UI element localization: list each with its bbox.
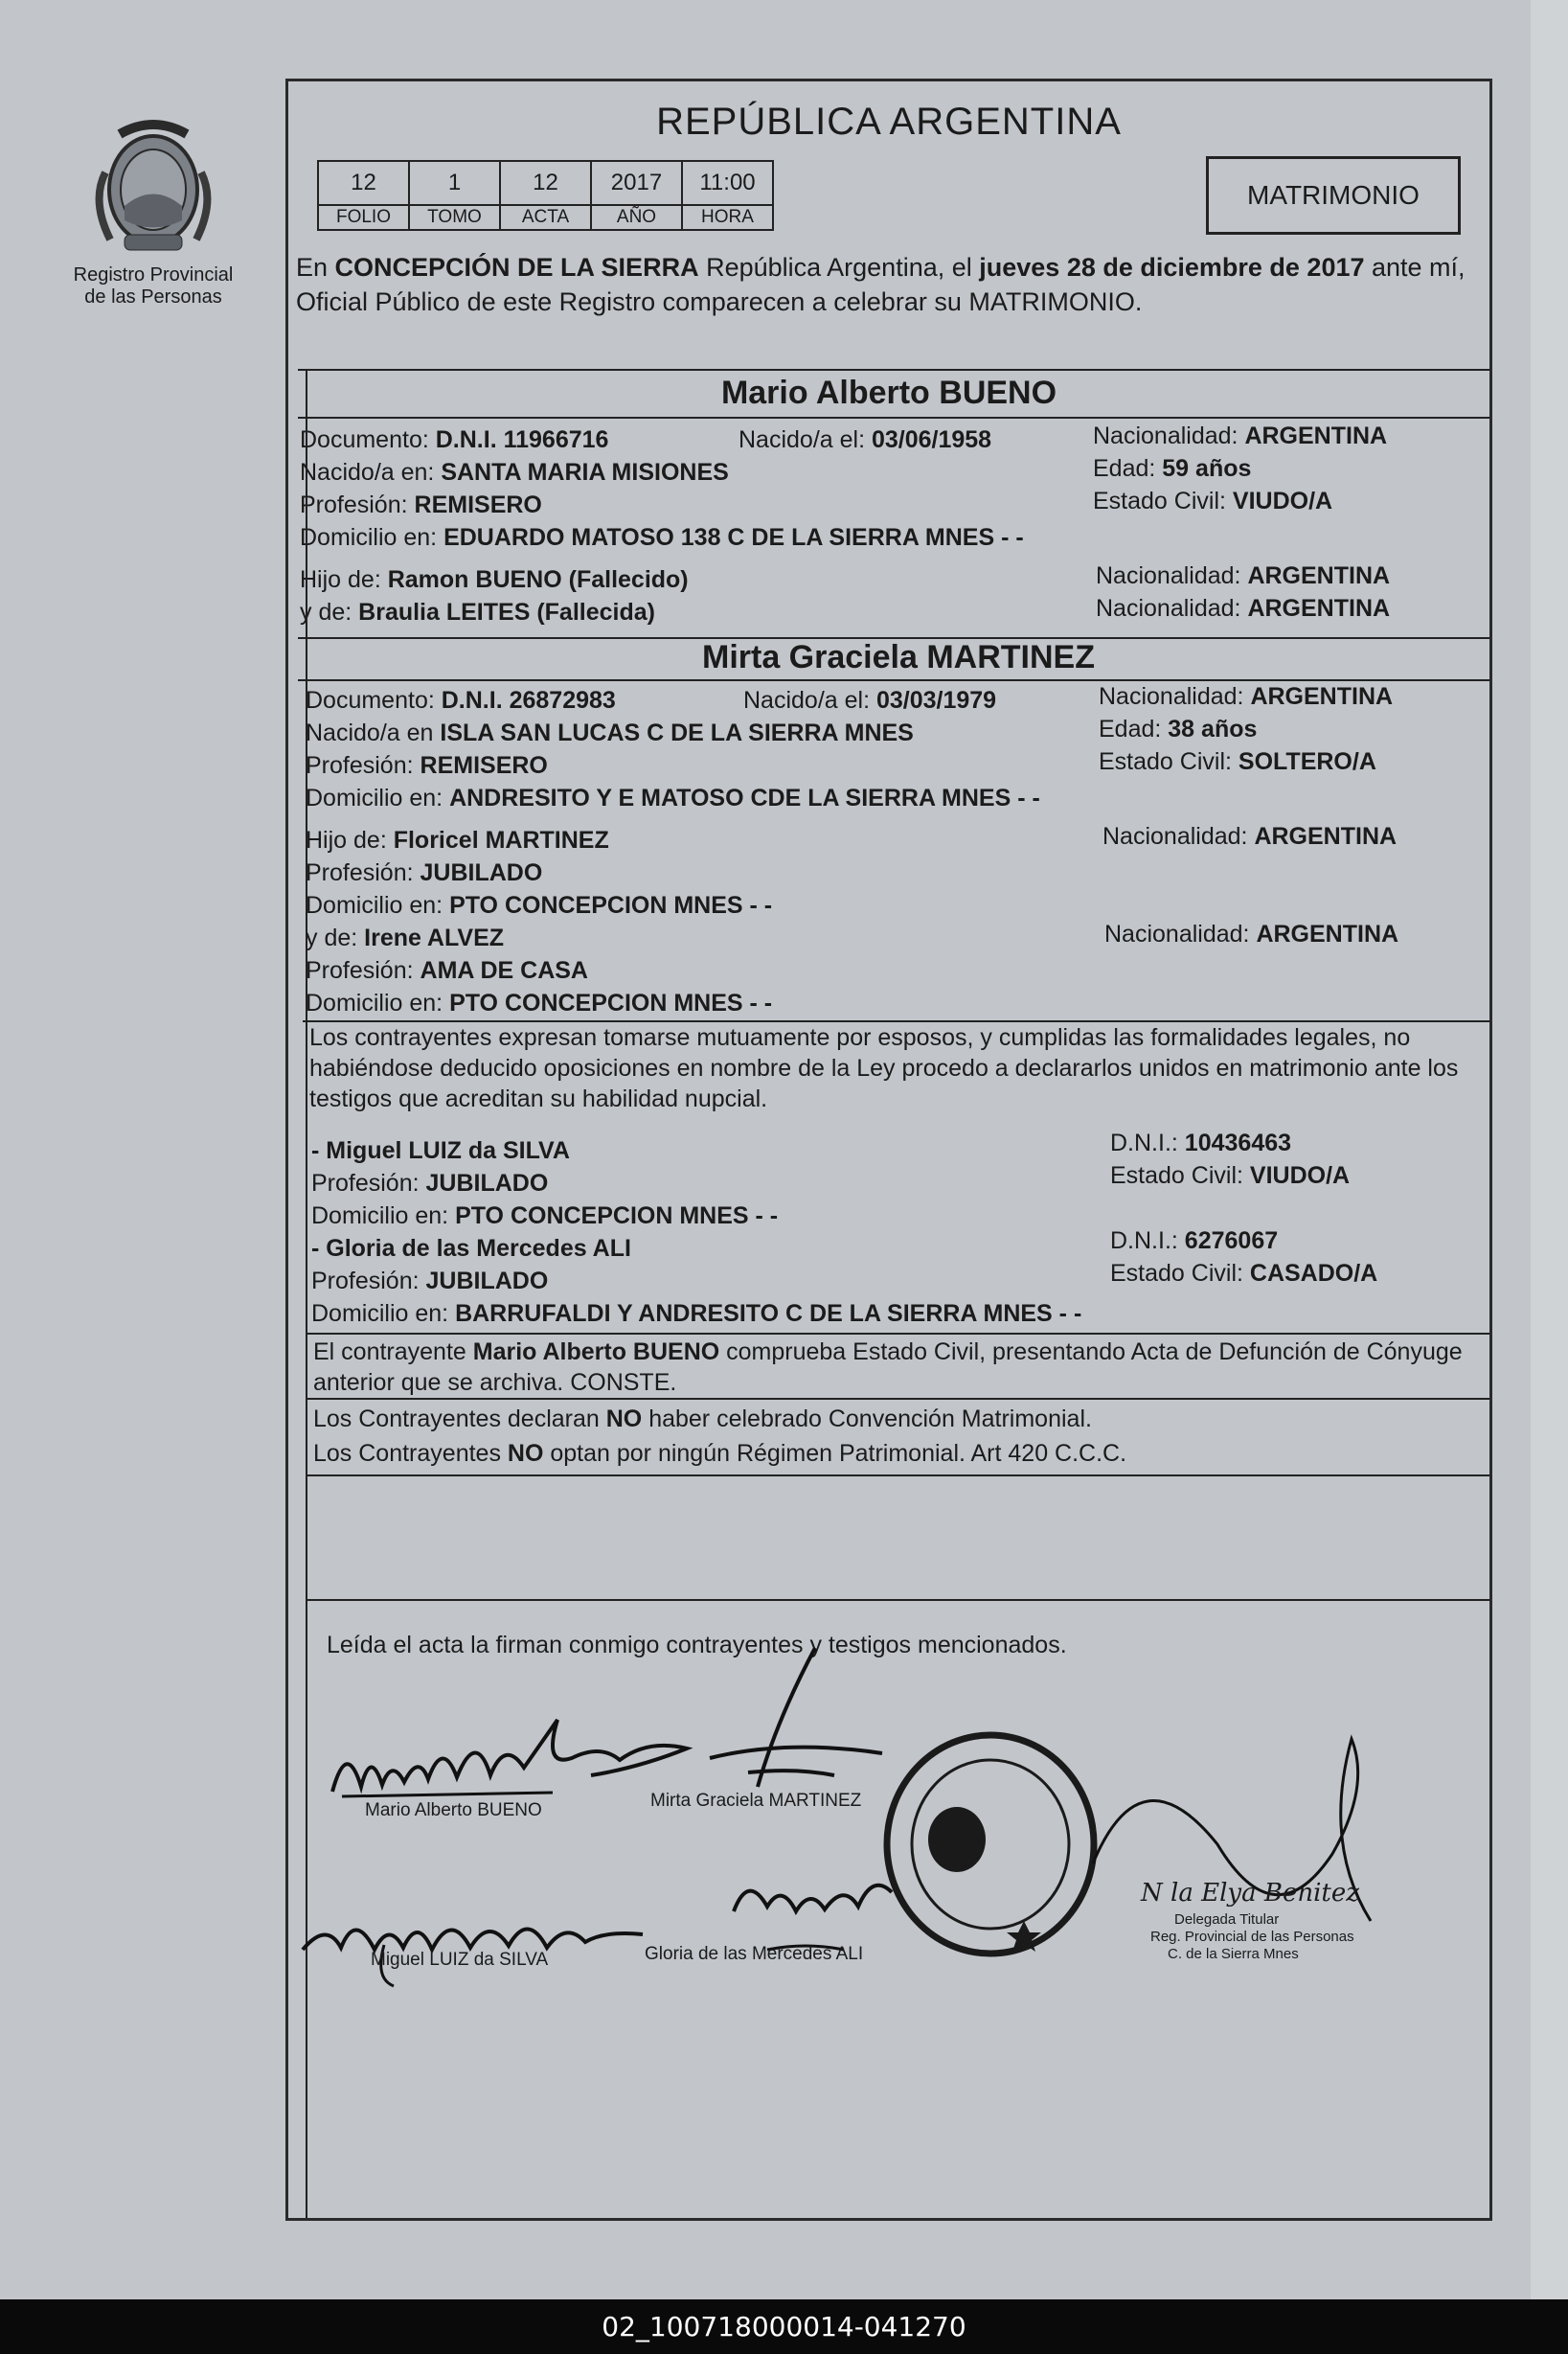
spouse2-father-profession [306, 857, 542, 888]
witness2-civil: CASADO/A [1249, 1260, 1378, 1287]
spouse2-doc_label: Documento: [306, 687, 442, 714]
spouse2-nationality [1099, 681, 1393, 712]
spouse2-mother_label: y de: [306, 925, 365, 951]
coat-of-arms-icon [81, 115, 225, 259]
tomo-label: TOMO [409, 205, 500, 230]
spouse1-mother [300, 597, 655, 628]
divider [306, 1474, 1489, 1476]
spouse2-dom_label: Domicilio en: [306, 785, 450, 811]
witness1-civil: VIUDO/A [1249, 1162, 1351, 1189]
hora-label: HORA [682, 205, 773, 230]
witness1-profession [311, 1168, 548, 1199]
anio-label: AÑO [591, 205, 682, 230]
spouse2-civil: SOLTERO/A [1238, 748, 1376, 775]
provincial-emblem [57, 115, 249, 309]
spouse2-mother-profession [306, 955, 588, 986]
spouse1-father: Ramon BUENO (Fallecido) [387, 566, 689, 593]
spouse2-profession [306, 750, 548, 781]
spouse2-birthplace [306, 718, 914, 748]
page-edge [1531, 0, 1568, 2299]
spouse1-father-nationality [1096, 560, 1390, 591]
signature-spouse2 [691, 1643, 901, 1806]
spouse2-father: Floricel MARTINEZ [393, 827, 609, 854]
divider [306, 1398, 1489, 1400]
witness2-prof_label: Profesión: [311, 1268, 426, 1294]
spouse2-mother_dom_label: Domicilio en: [306, 990, 450, 1017]
spouse1-profession [300, 490, 542, 520]
witness1-name: - Miguel LUIZ da SILVA [311, 1137, 570, 1164]
folio-label: FOLIO [318, 205, 409, 230]
spouse1-address [300, 522, 1024, 553]
spouse1-dom: EDUARDO MATOSO 138 C DE LA SIERRA MNES - - [443, 524, 1024, 551]
spouse2-father_nat: ARGENTINA [1254, 823, 1398, 850]
spouse2-nat: ARGENTINA [1250, 683, 1394, 710]
spouse2-mother-address [306, 988, 772, 1018]
country-title: REPÚBLICA ARGENTINA [656, 101, 1122, 143]
anio-value: 2017 [591, 161, 682, 205]
spouse2-mother_prof: AMA DE CASA [420, 957, 588, 984]
official-title-1: Delegada Titular [1174, 1911, 1280, 1928]
act-reference-table [317, 160, 774, 231]
spouse2-prof: REMISERO [420, 752, 548, 779]
witness2-dom_label: Domicilio en: [311, 1300, 456, 1327]
spouse1-age_label: Edad: [1093, 455, 1163, 482]
spouse2-age [1099, 714, 1257, 744]
spouse1-nat_label: Nacionalidad: [1093, 423, 1245, 449]
official-seal-icon [880, 1729, 1101, 1959]
spouse2-mother-nationality [1104, 919, 1398, 949]
spouse1-birthdate [739, 424, 991, 455]
spouse1-civil-status [1093, 486, 1332, 516]
spouse1-age [1093, 453, 1251, 484]
spouse1-mother_nat_label: Nacionalidad: [1096, 595, 1248, 622]
acta-label: ACTA [500, 205, 591, 230]
note-p1: El contrayente [313, 1338, 473, 1365]
witness2-name: - Gloria de las Mercedes ALI [311, 1235, 631, 1262]
regime-l2a: Los Contrayentes [313, 1440, 508, 1467]
spouse2-civil_label: Estado Civil: [1099, 748, 1238, 775]
spouse2-dom: ANDRESITO Y E MATOSO CDE LA SIERRA MNES - - [449, 785, 1040, 811]
spouse1-father_nat_label: Nacionalidad: [1096, 562, 1248, 589]
spouse2-father_prof: JUBILADO [420, 859, 543, 886]
spouse1-age: 59 años [1162, 455, 1252, 482]
witness1-dni [1110, 1128, 1291, 1158]
witness1-civil-status [1110, 1160, 1350, 1191]
registry-name-line2: de las Personas [84, 286, 222, 308]
spouse1-place: SANTA MARIA MISIONES [441, 459, 729, 486]
witness2-dni: 6276067 [1184, 1227, 1279, 1254]
spouse1-mother_nat: ARGENTINA [1247, 595, 1391, 622]
spouse1-doc: D.N.I. 11966716 [435, 426, 609, 453]
spouse2-father_dom_label: Domicilio en: [306, 892, 450, 919]
regime-l1a: Los Contrayentes declaran [313, 1406, 606, 1432]
caption-witness2: Gloria de las Mercedes ALI [645, 1944, 864, 1964]
document-code: 02_100718000014-041270 [0, 2299, 1568, 2354]
witness1-dni_label: D.N.I.: [1110, 1130, 1185, 1156]
spouse1-doc_label: Documento: [300, 426, 436, 453]
spouse2-born_label: Nacido/a el: [743, 687, 876, 714]
witness2-prof: JUBILADO [425, 1268, 549, 1294]
spouse1-mother: Braulia LEITES (Fallecida) [358, 599, 655, 626]
declaration-paragraph: Los contrayentes expresan tomarse mutuamente por esposos, y cumplidas las formalidades legales, no habiéndose deducido oposiciones en nombre de la Ley procedo a declararlos unidos en matrimonio ante los testigos que acreditan su habilidad nupcial. [309, 1024, 1459, 1112]
spouse1-place_label: Nacido/a en: [300, 459, 442, 486]
spouse1-civil: VIUDO/A [1232, 488, 1333, 514]
act-frame [285, 79, 1492, 2221]
divider [298, 369, 1489, 371]
spouse2-name: Mirta Graciela MARTINEZ [702, 639, 1095, 675]
spouse1-father_label: Hijo de: [300, 566, 388, 593]
witness2-civil_label: Estado Civil: [1110, 1260, 1250, 1287]
witness2-address [311, 1298, 1081, 1329]
spouse1-nat: ARGENTINA [1244, 423, 1388, 449]
spouse2-mother_dom: PTO CONCEPCION MNES - - [449, 990, 773, 1017]
spouse2-mother_nat_label: Nacionalidad: [1104, 921, 1257, 948]
spouse2-mother [306, 923, 504, 953]
witness1-name [311, 1135, 570, 1166]
spouse2-father-nationality [1102, 821, 1397, 852]
spouse2-mother_prof_label: Profesión: [306, 957, 420, 984]
spouse1-name: Mario Alberto BUENO [720, 375, 1057, 411]
spouse2-place: ISLA SAN LUCAS C DE LA SIERRA MNES [440, 720, 914, 746]
spouse2-father_label: Hijo de: [306, 827, 394, 854]
official-name: N la Elya Benitez [1141, 1879, 1359, 1908]
spouse1-dom_label: Domicilio en: [300, 524, 444, 551]
spouse1-prof_label: Profesión: [300, 491, 415, 518]
spouse1-document [300, 424, 608, 455]
signature-witness1 [298, 1873, 662, 1988]
spouse2-document [306, 685, 616, 716]
spouse1-civil_label: Estado Civil: [1093, 488, 1233, 514]
spouse2-civil-status [1099, 746, 1376, 777]
spouse2-mother_nat: ARGENTINA [1256, 921, 1399, 948]
intro-date: jueves 28 de diciembre de 2017 [979, 253, 1365, 282]
act-type-box: MATRIMONIO [1206, 156, 1461, 235]
regime-l1c: haber celebrado Convención Matrimonial. [642, 1406, 1092, 1432]
folio-value: 12 [318, 161, 409, 205]
spouse2-birthdate [743, 685, 996, 716]
divider [306, 1333, 1489, 1335]
witness1-dni: 10436463 [1184, 1130, 1292, 1156]
spouse2-father [306, 825, 609, 856]
witness2-dom: BARRUFALDI Y ANDRESITO C DE LA SIERRA MNES - - [455, 1300, 1082, 1327]
witness1-prof: JUBILADO [425, 1170, 549, 1197]
closing-statement: Leída el acta la firman conmigo contrayentes y testigos mencionados. [327, 1632, 1067, 1658]
caption-spouse2: Mirta Graciela MARTINEZ [650, 1791, 862, 1811]
regime-l2c: optan por ningún Régimen Patrimonial. Art 420 C.C.C. [543, 1440, 1127, 1467]
divider [298, 417, 1489, 419]
official-title-3: C. de la Sierra Mnes [1168, 1946, 1299, 1962]
acta-value: 12 [500, 161, 591, 205]
spouse2-doc: D.N.I. 26872983 [441, 687, 616, 714]
witness2-civil-status [1110, 1258, 1377, 1289]
intro-text-1: En [296, 253, 335, 282]
caption-spouse1: Mario Alberto BUENO [365, 1800, 542, 1820]
spouse2-father_prof_label: Profesión: [306, 859, 420, 886]
witness2-name [311, 1233, 631, 1264]
note-who: Mario Alberto BUENO [472, 1338, 720, 1365]
caption-witness1: Miguel LUIZ da SILVA [371, 1950, 549, 1970]
regime-l1b: NO [605, 1406, 643, 1432]
spouse1-prof: REMISERO [414, 491, 542, 518]
spouse2-father_nat_label: Nacionalidad: [1102, 823, 1255, 850]
spouse2-place_label: Nacido/a en [306, 720, 441, 746]
spouse2-mother: Irene ALVEZ [364, 925, 505, 951]
witness2-dni_label: D.N.I.: [1110, 1227, 1185, 1254]
spouse1-born: 03/06/1958 [871, 426, 992, 453]
spouse2-father-address [306, 890, 772, 921]
spouse2-prof_label: Profesión: [306, 752, 420, 779]
intro-paragraph [296, 250, 1484, 319]
witness1-dom_label: Domicilio en: [311, 1202, 456, 1229]
spouse2-age_label: Edad: [1099, 716, 1169, 743]
divider [306, 1599, 1489, 1601]
spouse1-father [300, 564, 689, 595]
intro-place: CONCEPCIÓN DE LA SIERRA [334, 253, 699, 282]
intro-text-2: República Argentina, el [698, 253, 980, 282]
spouse1-born_label: Nacido/a el: [739, 426, 872, 453]
witness1-address [311, 1200, 778, 1231]
witness1-prof_label: Profesión: [311, 1170, 426, 1197]
civil-status-note [313, 1337, 1486, 1398]
witness1-dom: PTO CONCEPCION MNES - - [455, 1202, 779, 1229]
spouse2-born: 03/03/1979 [875, 687, 997, 714]
spouse1-birthplace [300, 457, 729, 488]
registry-name-line1: Registro Provincial [73, 264, 234, 286]
official-title-2: Reg. Provincial de las Personas [1150, 1929, 1354, 1945]
convention-statement [313, 1404, 1092, 1434]
witness1-civil_label: Estado Civil: [1110, 1162, 1250, 1189]
witness2-profession [311, 1266, 548, 1296]
witness2-dni [1110, 1225, 1278, 1256]
spouse1-mother-nationality [1096, 593, 1390, 624]
intro-text-3: ante mí, Oficial Público de este Registro comparecen a celebrar su MATRIMONIO. [296, 253, 1466, 316]
note-p2: comprueba Estado Civil, presentando Acta de Defunción de Cónyuge anterior que se archiva. CONSTE. [313, 1338, 1463, 1396]
spouse1-father_nat: ARGENTINA [1247, 562, 1391, 589]
spouse2-age: 38 años [1168, 716, 1258, 743]
spouse2-nat_label: Nacionalidad: [1099, 683, 1251, 710]
tomo-value: 1 [409, 161, 500, 205]
spouse2-address [306, 783, 1040, 813]
spouse1-nationality [1093, 421, 1387, 451]
spouse1-mother_label: y de: [300, 599, 359, 626]
regime-statement [313, 1438, 1126, 1469]
spouse2-father_dom: PTO CONCEPCION MNES - - [449, 892, 773, 919]
hora-value: 11:00 [682, 161, 773, 205]
regime-l2b: NO [507, 1440, 544, 1467]
